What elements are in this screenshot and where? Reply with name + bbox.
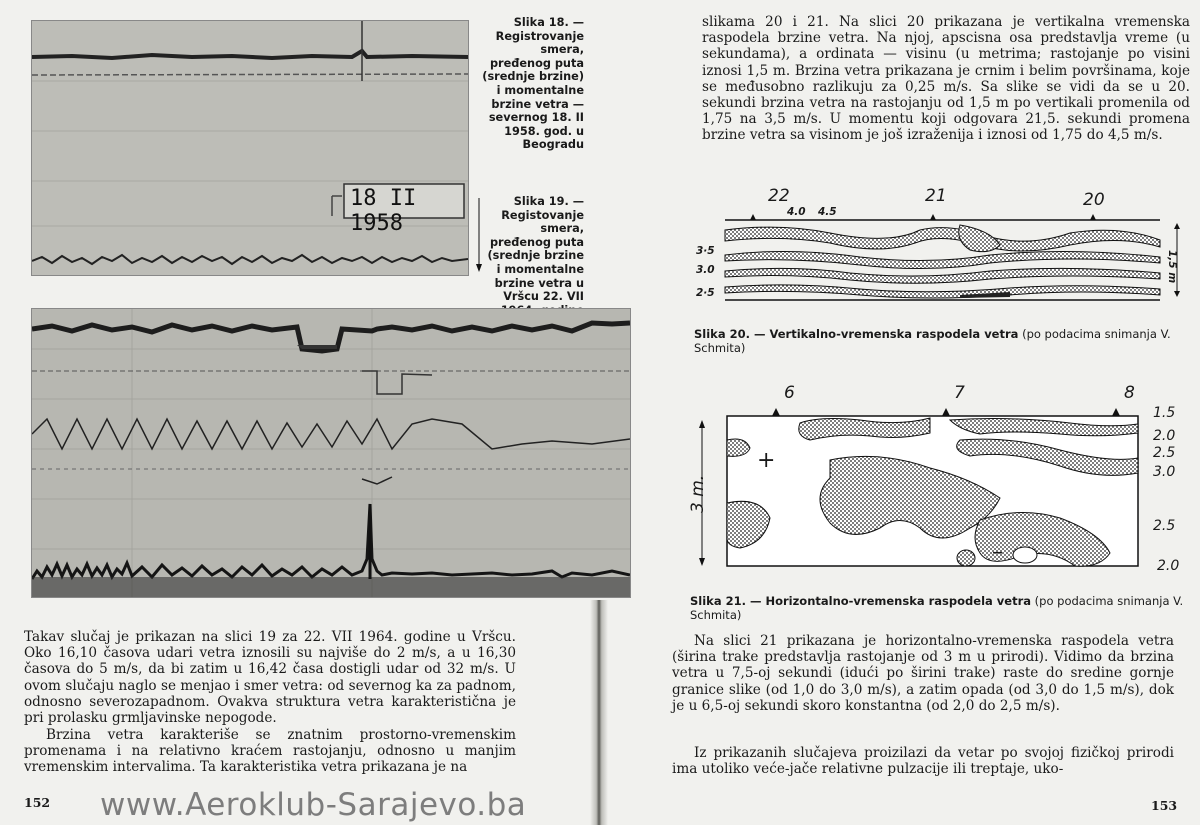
fig21-time-label-6: 6 bbox=[784, 383, 795, 403]
fig20-caption-source: (po podacima snimanja V. Schmita) bbox=[694, 327, 1171, 355]
fig18-date-stamp: 18 II 1958 bbox=[350, 186, 417, 236]
fig21-diagram bbox=[680, 378, 1190, 580]
fig19-caption: Slika 19. — Registovanje smera, pređenog puta (srednje brzine i momentalne brzine vetra u Vršcu 22. VII bbox=[487, 195, 584, 304]
fig21-time-label-8: 8 bbox=[1124, 383, 1135, 403]
fig19-photo bbox=[31, 308, 631, 598]
fig20-time-label-20: 20 bbox=[1083, 190, 1105, 210]
fig21-minus-sign: – bbox=[992, 540, 1003, 565]
right-paragraph-2 bbox=[672, 633, 1174, 714]
right-paragraph-top-text: slikama 20 i 21. Na slici 20 prikazana je vertikalna vremenska raspodela brzine vetra. Na njoj, apscisna osa predstavlja vreme (u sekundama), a ordinata — visinu (u metrima; rastojanje po visini iznosi 1,5 m. Brzina vetra prikazana je crnim i belim površinama, koje se međusobno razlikuju za 0,25 m/s. Sa slike se vidi da se u 20. sekundi brzina vetra na rastojanju od 1,5 m po vertikali promenila od 1,75 na 3,5 m/s. U momentu koji odgovara 21,5. sekundi promena brzine vetra sa visinom je još izraženija i iznosi od 1,75 do 4,5 m/s. bbox=[702, 14, 1190, 144]
right-paragraph-3-text: Iz prikazanih slučajeva proizilazi da vetar po svojoj fizičkoj prirodi ima utoliko veće-jače relativne pulzacije ili treptaje, uko- bbox=[672, 745, 1174, 778]
fig21-right-label-20b: 2.0 bbox=[1157, 558, 1180, 574]
fig21-right-label-15: 1.5 bbox=[1153, 405, 1176, 421]
fig21-caption-source: (po podacima snimanja V. Schmita) bbox=[690, 594, 1184, 622]
fig20-left-label-25: 2·5 bbox=[696, 287, 715, 299]
fig19-caption-arrow bbox=[476, 198, 482, 272]
page-number-right: 153 bbox=[1151, 798, 1178, 813]
left-paragraph-2 bbox=[24, 727, 516, 776]
right-paragraph-top bbox=[702, 14, 1190, 144]
fig20-top-label-45: 4.5 bbox=[818, 206, 837, 218]
fig20-left-label-30: 3.0 bbox=[696, 264, 715, 276]
fig21-height-label: 3 m. bbox=[688, 474, 708, 513]
fig21-caption-title: Slika 21. — Horizontalno-vremenska raspodela vetra bbox=[690, 594, 1032, 608]
fig18-caption: Slika 18. — Registrovanje smera, pređenog puta (srednje brzine) i momentalne brzine vetra — severnog 18. II 1958. god. u Beogradu bbox=[482, 16, 584, 152]
page-number-left: 152 bbox=[24, 795, 51, 810]
fig20-time-label-21: 21 bbox=[925, 186, 947, 206]
fig21-right-label-25a: 2.5 bbox=[1153, 445, 1176, 461]
book-gutter bbox=[590, 600, 608, 825]
fig20-diagram bbox=[690, 185, 1190, 315]
fig20-top-label-40: 4.0 bbox=[787, 206, 806, 218]
left-paragraph-2-text: Brzina vetra karakteriše se znatnim prostorno-vremenskim promenama i na relativno kraćem rastojanju, odnosno u manjim vremenskim intervalima. Ta karakteristika vetra prikazana je na bbox=[24, 727, 516, 776]
right-paragraph-3 bbox=[672, 745, 1174, 777]
left-paragraph-1-text: Takav slučaj je prikazan na slici 19 za 22. VII 1964. godine u Vršcu. Oko 16,10 časova udari vetra iznosili su najviše do 2 m/s, a u 16,30 časova do 5 m/s, da bi zatim u 16,42 časa dostigli udar od 32 m/s. U ovom slučaju naglo se menjao i smer vetra: od severnog ka za padnom, odnosno severozapadnom. Ovakva struktura vetra karakteristična je pri prolasku grmljavinske nepogode. bbox=[24, 629, 516, 727]
fig20-caption-title: Slika 20. — Vertikalno-vremenska raspodela vetra bbox=[694, 327, 1019, 341]
fig20-caption bbox=[694, 327, 1190, 355]
site-watermark: www.Aeroklub-Sarajevo.ba bbox=[100, 787, 527, 823]
fig21-caption bbox=[690, 594, 1190, 622]
fig20-time-label-22: 22 bbox=[768, 186, 790, 206]
fig20-left-label-35: 3·5 bbox=[696, 245, 715, 257]
fig21-right-label-20a: 2.0 bbox=[1153, 428, 1176, 444]
right-paragraph-2-text: Na slici 21 prikazana je horizontalno-vremenska raspodela vetra (širina trake predstavlja rastojanje od 3 m u prirodi). Vidimo da brzina vetra u 7,5-oj sekundi (idući po širini trake) raste do sredine gornje granice slike (od 1,0 do 3,0 m/s), a zatim opada (od 3,0 do 1,5 m/s), dok je u 6,5-oj sekundi skoro konstantna (od 2,0 do 2,5 m/s). bbox=[672, 633, 1174, 714]
fig21-plus-sign: + bbox=[757, 448, 776, 473]
fig21-right-label-25b: 2.5 bbox=[1153, 518, 1176, 534]
fig21-time-label-7: 7 bbox=[954, 383, 965, 403]
left-paragraph-1 bbox=[24, 629, 516, 726]
fig21-right-label-30: 3.0 bbox=[1153, 464, 1176, 480]
fig18-photo bbox=[31, 20, 469, 276]
fig20-height-label: 1,5 m bbox=[1166, 250, 1178, 284]
